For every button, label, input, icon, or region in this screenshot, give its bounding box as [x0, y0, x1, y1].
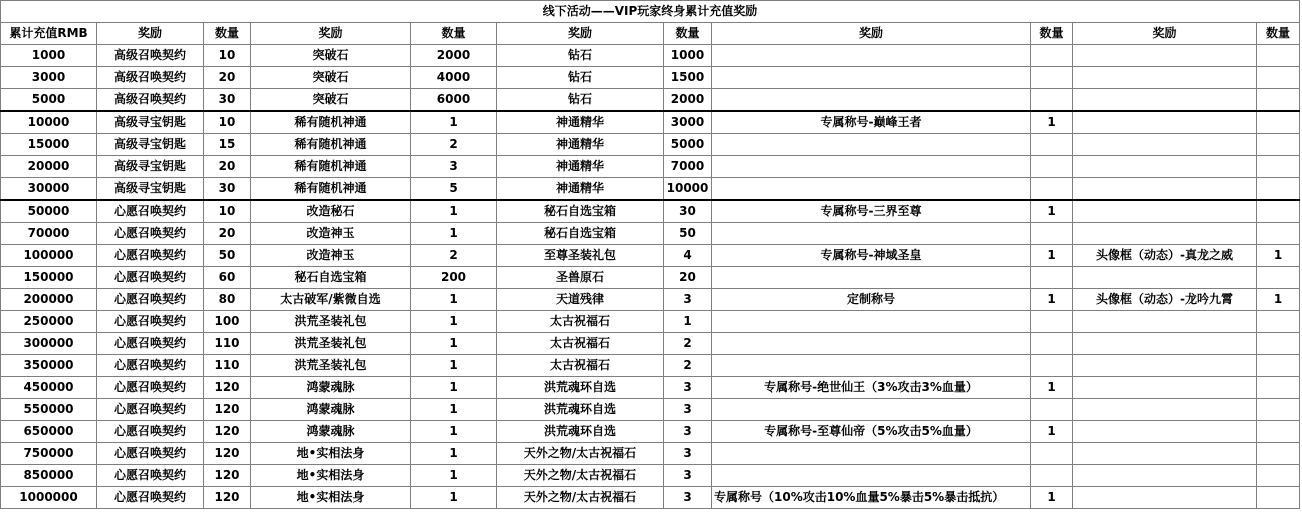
table-row	[1, 487, 1300, 509]
table-cell[interactable]	[712, 67, 1031, 89]
title-row	[1, 1, 1300, 23]
table-row	[1, 67, 1300, 89]
table-cell[interactable]: 神通精华	[497, 111, 664, 134]
header-cell[interactable]: 累计充值RMB	[1, 23, 97, 45]
table-cell[interactable]: 稀有随机神通	[251, 156, 411, 178]
table-cell[interactable]: 心愿召唤契约	[97, 245, 204, 267]
table-cell[interactable]: 50	[664, 223, 712, 245]
table-cell[interactable]: 突破石	[251, 67, 411, 89]
table-cell[interactable]	[712, 45, 1031, 67]
table-cell[interactable]	[1257, 156, 1300, 178]
table-cell[interactable]: 天外之物/太古祝福石	[497, 487, 664, 509]
header-cell[interactable]: 数量	[1031, 23, 1073, 45]
table-row	[1, 443, 1300, 465]
table-cell[interactable]	[712, 355, 1031, 377]
table-cell[interactable]: 稀有随机神通	[251, 134, 411, 156]
table-cell[interactable]: 10	[204, 111, 251, 134]
table-cell[interactable]: 2000	[664, 89, 712, 112]
table-cell[interactable]	[1257, 487, 1300, 509]
table-cell[interactable]: 专属称号-绝世仙王（3%攻击3%血量）	[712, 377, 1031, 399]
table-cell[interactable]: 10000	[1, 111, 97, 134]
table-cell[interactable]	[1257, 377, 1300, 399]
table-cell[interactable]: 300000	[1, 333, 97, 355]
table-cell[interactable]: 地•实相法身	[251, 465, 411, 487]
table-cell[interactable]	[712, 465, 1031, 487]
table-cell[interactable]: 专属称号（10%攻击10%血量5%暴击5%暴击抵抗）	[712, 487, 1031, 509]
table-cell[interactable]: 10	[204, 200, 251, 223]
table-row	[1, 89, 1300, 112]
table-cell[interactable]: 高级召唤契约	[97, 89, 204, 112]
table-cell[interactable]: 7000	[664, 156, 712, 178]
table-cell[interactable]	[1257, 178, 1300, 201]
table-cell[interactable]	[1031, 134, 1073, 156]
table-cell[interactable]: 天道残律	[497, 289, 664, 311]
table-cell[interactable]	[1073, 156, 1257, 178]
table-row	[1, 223, 1300, 245]
table-cell[interactable]: 1	[664, 311, 712, 333]
table-cell[interactable]	[1257, 311, 1300, 333]
header-cell[interactable]: 数量	[204, 23, 251, 45]
table-cell[interactable]: 5	[411, 178, 497, 201]
table-cell[interactable]: 6000	[411, 89, 497, 112]
table-cell[interactable]	[1031, 311, 1073, 333]
table-cell[interactable]: 1	[1031, 487, 1073, 509]
table-cell[interactable]	[1257, 200, 1300, 223]
header-cell[interactable]: 数量	[411, 23, 497, 45]
table-cell[interactable]: 改造神玉	[251, 245, 411, 267]
table-cell[interactable]: 4	[664, 245, 712, 267]
table-cell[interactable]: 120	[204, 421, 251, 443]
table-cell[interactable]: 2	[664, 333, 712, 355]
table-cell[interactable]: 250000	[1, 311, 97, 333]
table-cell[interactable]: 头像框（动态）-真龙之威	[1073, 245, 1257, 267]
table-cell[interactable]: 30	[664, 200, 712, 223]
table-cell[interactable]	[1257, 223, 1300, 245]
table-cell[interactable]	[1073, 67, 1257, 89]
table-cell[interactable]: 高级寻宝钥匙	[97, 178, 204, 201]
table-cell[interactable]: 20	[204, 156, 251, 178]
table-cell[interactable]	[1073, 377, 1257, 399]
table-cell[interactable]: 1	[411, 311, 497, 333]
table-cell[interactable]: 秘石自选宝箱	[497, 200, 664, 223]
table-cell[interactable]: 10000	[664, 178, 712, 201]
table-cell[interactable]: 太古祝福石	[497, 333, 664, 355]
header-cell[interactable]: 奖励	[497, 23, 664, 45]
table-cell[interactable]	[1257, 355, 1300, 377]
table-cell[interactable]	[1073, 45, 1257, 67]
table-row	[1, 355, 1300, 377]
table-cell[interactable]	[1257, 111, 1300, 134]
table-cell[interactable]: 3	[664, 487, 712, 509]
table-cell[interactable]: 15	[204, 134, 251, 156]
table-cell[interactable]: 200	[411, 267, 497, 289]
table-cell[interactable]	[1073, 333, 1257, 355]
table-cell[interactable]	[1031, 443, 1073, 465]
table-cell[interactable]	[1073, 443, 1257, 465]
table-cell[interactable]: 1	[411, 355, 497, 377]
table-cell[interactable]: 30000	[1, 178, 97, 201]
table-cell[interactable]: 3	[411, 156, 497, 178]
table-cell[interactable]: 改造秘石	[251, 200, 411, 223]
table-cell[interactable]: 1	[1031, 245, 1073, 267]
table-cell[interactable]: 200000	[1, 289, 97, 311]
table-cell[interactable]	[712, 333, 1031, 355]
table-cell[interactable]: 110	[204, 355, 251, 377]
header-cell[interactable]: 奖励	[712, 23, 1031, 45]
table-cell[interactable]: 心愿召唤契约	[97, 465, 204, 487]
table-cell[interactable]: 专属称号-三界至尊	[712, 200, 1031, 223]
table-cell[interactable]	[1073, 355, 1257, 377]
table-cell[interactable]: 心愿召唤契约	[97, 377, 204, 399]
table-cell[interactable]	[712, 443, 1031, 465]
table-cell[interactable]: 3	[664, 421, 712, 443]
table-cell[interactable]: 1	[1031, 377, 1073, 399]
table-cell[interactable]: 1000000	[1, 487, 97, 509]
table-cell[interactable]	[1257, 134, 1300, 156]
table-cell[interactable]: 1500	[664, 67, 712, 89]
table-cell[interactable]: 心愿召唤契约	[97, 487, 204, 509]
table-cell[interactable]	[1257, 89, 1300, 112]
header-row	[1, 23, 1300, 45]
table-cell[interactable]	[1073, 421, 1257, 443]
table-row	[1, 399, 1300, 421]
table-cell[interactable]	[1257, 333, 1300, 355]
table-cell[interactable]: 550000	[1, 399, 97, 421]
table-cell[interactable]	[1073, 399, 1257, 421]
table-cell[interactable]	[1031, 67, 1073, 89]
table-cell[interactable]: 20	[204, 223, 251, 245]
table-cell[interactable]: 鸿蒙魂脉	[251, 399, 411, 421]
table-title[interactable]: 线下活动——VIP玩家终身累计充值奖励	[1, 1, 1300, 23]
table-cell[interactable]: 高级寻宝钥匙	[97, 156, 204, 178]
table-cell[interactable]: 1000	[1, 45, 97, 67]
table-cell[interactable]	[1257, 421, 1300, 443]
table-cell[interactable]	[1031, 45, 1073, 67]
table-cell[interactable]: 专属称号-至尊仙帝（5%攻击5%血量）	[712, 421, 1031, 443]
table-cell[interactable]: 钻石	[497, 67, 664, 89]
table-cell[interactable]	[1257, 465, 1300, 487]
table-row	[1, 377, 1300, 399]
table-cell[interactable]: 稀有随机神通	[251, 178, 411, 201]
table-row	[1, 45, 1300, 67]
table-row	[1, 311, 1300, 333]
table-cell[interactable]	[712, 223, 1031, 245]
table-cell[interactable]: 洪荒圣装礼包	[251, 311, 411, 333]
table-cell[interactable]: 心愿召唤契约	[97, 355, 204, 377]
table-cell[interactable]: 3000	[1, 67, 97, 89]
table-row	[1, 200, 1300, 223]
table-cell[interactable]: 1	[1031, 421, 1073, 443]
table-cell[interactable]: 120	[204, 377, 251, 399]
table-cell[interactable]: 高级召唤契约	[97, 45, 204, 67]
table-cell[interactable]: 钻石	[497, 45, 664, 67]
table-cell[interactable]: 专属称号-巅峰王者	[712, 111, 1031, 134]
table-row	[1, 267, 1300, 289]
table-cell[interactable]: 1	[411, 333, 497, 355]
table-cell[interactable]: 1	[411, 111, 497, 134]
table-cell[interactable]	[1031, 223, 1073, 245]
table-cell[interactable]: 5000	[664, 134, 712, 156]
table-cell[interactable]	[1073, 200, 1257, 223]
table-row	[1, 289, 1300, 311]
table-row	[1, 333, 1300, 355]
table-cell[interactable]: 1	[411, 377, 497, 399]
table-cell[interactable]: 4000	[411, 67, 497, 89]
table-cell[interactable]: 50000	[1, 200, 97, 223]
table-cell[interactable]	[1257, 267, 1300, 289]
table-cell[interactable]: 太古祝福石	[497, 355, 664, 377]
header-cell[interactable]: 奖励	[251, 23, 411, 45]
table-cell[interactable]: 100000	[1, 245, 97, 267]
table-cell[interactable]: 1	[411, 200, 497, 223]
table-cell[interactable]: 10	[204, 45, 251, 67]
table-cell[interactable]	[1073, 134, 1257, 156]
table-row	[1, 134, 1300, 156]
table-cell[interactable]	[712, 399, 1031, 421]
table-cell[interactable]: 地•实相法身	[251, 487, 411, 509]
table-cell[interactable]	[712, 267, 1031, 289]
table-cell[interactable]: 圣兽原石	[497, 267, 664, 289]
table-cell[interactable]	[1073, 111, 1257, 134]
table-cell[interactable]: 30	[204, 178, 251, 201]
table-cell[interactable]: 100	[204, 311, 251, 333]
table-cell[interactable]: 110	[204, 333, 251, 355]
table-cell[interactable]: 秘石自选宝箱	[251, 267, 411, 289]
table-cell[interactable]: 1	[411, 443, 497, 465]
table-cell[interactable]: 750000	[1, 443, 97, 465]
table-cell[interactable]: 心愿召唤契约	[97, 267, 204, 289]
table-cell[interactable]: 至尊圣装礼包	[497, 245, 664, 267]
table-cell[interactable]: 头像框（动态）-龙吟九霄	[1073, 289, 1257, 311]
table-cell[interactable]: 神通精华	[497, 134, 664, 156]
table-row	[1, 465, 1300, 487]
table-cell[interactable]: 鸿蒙魂脉	[251, 421, 411, 443]
table-cell[interactable]: 3	[664, 443, 712, 465]
table-cell[interactable]: 突破石	[251, 45, 411, 67]
table-cell[interactable]: 洪荒圣装礼包	[251, 355, 411, 377]
table-cell[interactable]: 天外之物/太古祝福石	[497, 465, 664, 487]
table-cell[interactable]: 突破石	[251, 89, 411, 112]
table-cell[interactable]	[1031, 333, 1073, 355]
table-cell[interactable]: 稀有随机神通	[251, 111, 411, 134]
table-cell[interactable]: 天外之物/太古祝福石	[497, 443, 664, 465]
table-cell[interactable]	[1073, 465, 1257, 487]
table-cell[interactable]: 钻石	[497, 89, 664, 112]
table-cell[interactable]	[1031, 465, 1073, 487]
table-cell[interactable]: 3	[664, 377, 712, 399]
table-cell[interactable]: 洪荒魂环自选	[497, 421, 664, 443]
table-cell[interactable]: 1000	[664, 45, 712, 67]
table-cell[interactable]: 1	[411, 289, 497, 311]
table-cell[interactable]: 2	[411, 134, 497, 156]
table-cell[interactable]	[1257, 443, 1300, 465]
table-cell[interactable]	[1073, 487, 1257, 509]
table-cell[interactable]: 120	[204, 465, 251, 487]
table-cell[interactable]: 心愿召唤契约	[97, 399, 204, 421]
table-cell[interactable]	[1073, 311, 1257, 333]
table-cell[interactable]	[712, 178, 1031, 201]
table-cell[interactable]: 2	[411, 245, 497, 267]
table-cell[interactable]	[1031, 355, 1073, 377]
table-cell[interactable]: 心愿召唤契约	[97, 421, 204, 443]
table-cell[interactable]: 60	[204, 267, 251, 289]
table-cell[interactable]: 心愿召唤契约	[97, 443, 204, 465]
table-row	[1, 421, 1300, 443]
table-cell[interactable]: 20000	[1, 156, 97, 178]
table-cell[interactable]: 30	[204, 89, 251, 112]
table-cell[interactable]: 秘石自选宝箱	[497, 223, 664, 245]
table-cell[interactable]: 洪荒圣装礼包	[251, 333, 411, 355]
table-cell[interactable]: 1	[1031, 200, 1073, 223]
table-cell[interactable]: 洪荒魂环自选	[497, 399, 664, 421]
table-cell[interactable]: 50	[204, 245, 251, 267]
table-cell[interactable]	[1031, 399, 1073, 421]
table-cell[interactable]: 650000	[1, 421, 97, 443]
table-cell[interactable]: 120	[204, 399, 251, 421]
table-cell[interactable]	[1073, 267, 1257, 289]
table-row	[1, 111, 1300, 134]
table-cell[interactable]: 15000	[1, 134, 97, 156]
table-cell[interactable]: 洪荒魂环自选	[497, 377, 664, 399]
table-cell[interactable]: 5000	[1, 89, 97, 112]
table-cell[interactable]: 1	[1257, 245, 1300, 267]
table-cell[interactable]: 450000	[1, 377, 97, 399]
table-cell[interactable]: 心愿召唤契约	[97, 311, 204, 333]
table-cell[interactable]	[1031, 178, 1073, 201]
table-cell[interactable]: 1	[411, 465, 497, 487]
table-cell[interactable]: 1	[1257, 289, 1300, 311]
header-cell[interactable]: 奖励	[1073, 23, 1257, 45]
table-cell[interactable]: 神通精华	[497, 178, 664, 201]
table-cell[interactable]: 1	[411, 399, 497, 421]
table-cell[interactable]	[1257, 399, 1300, 421]
table-cell[interactable]	[1257, 67, 1300, 89]
table-row	[1, 245, 1300, 267]
table-cell[interactable]: 20	[204, 67, 251, 89]
table-cell[interactable]	[1073, 223, 1257, 245]
table-cell[interactable]: 太古破军/紫微自选	[251, 289, 411, 311]
table-cell[interactable]	[1073, 89, 1257, 112]
table-cell[interactable]	[712, 89, 1031, 112]
table-cell[interactable]	[712, 134, 1031, 156]
table-cell[interactable]: 太古祝福石	[497, 311, 664, 333]
header-cell[interactable]: 奖励	[97, 23, 204, 45]
table-row	[1, 156, 1300, 178]
table-cell[interactable]: 心愿召唤契约	[97, 223, 204, 245]
table-cell[interactable]: 70000	[1, 223, 97, 245]
table-cell[interactable]: 鸿蒙魂脉	[251, 377, 411, 399]
table-cell[interactable]: 高级寻宝钥匙	[97, 111, 204, 134]
table-cell[interactable]: 地•实相法身	[251, 443, 411, 465]
table-cell[interactable]: 1	[411, 223, 497, 245]
table-cell[interactable]: 高级寻宝钥匙	[97, 134, 204, 156]
table-cell[interactable]: 改造神玉	[251, 223, 411, 245]
table-cell[interactable]: 3	[664, 465, 712, 487]
table-cell[interactable]: 2	[664, 355, 712, 377]
table-cell[interactable]: 1	[1031, 111, 1073, 134]
table-cell[interactable]: 120	[204, 487, 251, 509]
header-cell[interactable]: 数量	[664, 23, 712, 45]
header-cell[interactable]: 数量	[1257, 23, 1300, 45]
table-cell[interactable]: 心愿召唤契约	[97, 200, 204, 223]
table-cell[interactable]	[1073, 178, 1257, 201]
table-cell[interactable]: 1	[411, 487, 497, 509]
table-cell[interactable]	[712, 156, 1031, 178]
table-cell[interactable]: 定制称号	[712, 289, 1031, 311]
table-cell[interactable]: 3000	[664, 111, 712, 134]
table-cell[interactable]: 150000	[1, 267, 97, 289]
table-cell[interactable]	[712, 311, 1031, 333]
table-cell[interactable]	[1031, 156, 1073, 178]
table-cell[interactable]: 20	[664, 267, 712, 289]
table-cell[interactable]: 80	[204, 289, 251, 311]
table-cell[interactable]: 1	[411, 421, 497, 443]
table-cell[interactable]: 2000	[411, 45, 497, 67]
table-cell[interactable]	[1031, 267, 1073, 289]
table-cell[interactable]: 350000	[1, 355, 97, 377]
table-cell[interactable]	[1257, 45, 1300, 67]
table-cell[interactable]: 1	[1031, 289, 1073, 311]
table-cell[interactable]: 神通精华	[497, 156, 664, 178]
table-row	[1, 178, 1300, 201]
table-cell[interactable]: 3	[664, 399, 712, 421]
table-cell[interactable]: 心愿召唤契约	[97, 289, 204, 311]
table-cell[interactable]: 专属称号-神域圣皇	[712, 245, 1031, 267]
table-cell[interactable]: 心愿召唤契约	[97, 333, 204, 355]
table-cell[interactable]: 3	[664, 289, 712, 311]
table-cell[interactable]: 850000	[1, 465, 97, 487]
table-cell[interactable]: 120	[204, 443, 251, 465]
table-cell[interactable]	[1031, 89, 1073, 112]
table-cell[interactable]: 高级召唤契约	[97, 67, 204, 89]
